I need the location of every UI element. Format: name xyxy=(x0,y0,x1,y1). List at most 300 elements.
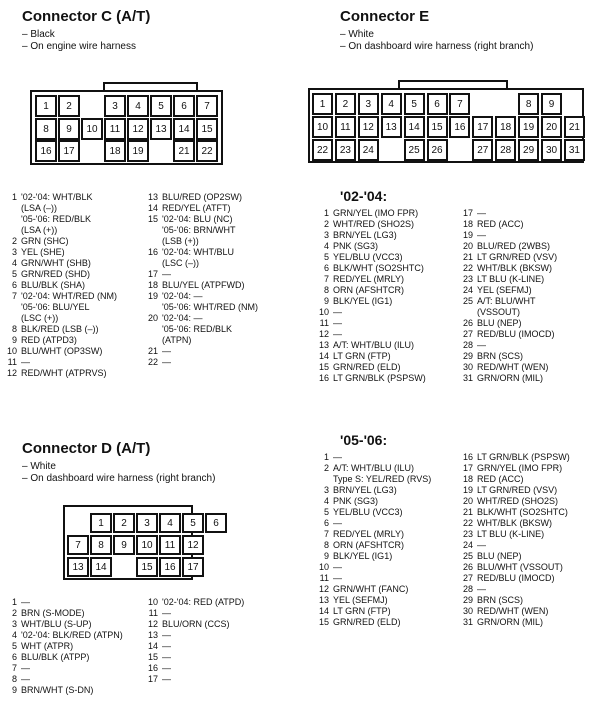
pin-list-item xyxy=(460,452,600,463)
pin-number: 26 xyxy=(462,562,473,572)
connector-outline xyxy=(30,90,223,92)
connector-pin: 13 xyxy=(67,557,89,577)
pin-wire-description: BRN/YEL (LG3) xyxy=(333,485,397,495)
connector-d-location: – On dashboard wire harness (right branch) xyxy=(22,473,216,484)
connector-pin: 8 xyxy=(518,93,539,115)
pin-list-item xyxy=(316,340,466,351)
pin-number: 12 xyxy=(6,368,17,378)
pin-list-item xyxy=(316,496,466,507)
pin-number: 1 xyxy=(11,597,17,607)
connector-pin: 9 xyxy=(113,535,135,555)
pin-wire-description: YEL/BLU (VCC3) xyxy=(333,507,403,517)
pin-number: 26 xyxy=(462,318,473,328)
pin-wire-description: BLU/BLK (ATPP) xyxy=(21,652,90,662)
connector-pin: 14 xyxy=(404,116,425,138)
pin-number: 25 xyxy=(462,296,473,306)
pin-list-item xyxy=(316,263,466,274)
pin-wire-description: — xyxy=(21,663,30,673)
connector-pin: 30 xyxy=(541,139,562,161)
pin-wire-description: — xyxy=(162,608,171,618)
pin-list-item xyxy=(460,340,600,351)
pin-list-item xyxy=(316,208,466,219)
connector-pin: 13 xyxy=(150,118,172,140)
connector-outline xyxy=(221,90,223,165)
pin-number: 16 xyxy=(318,373,329,383)
pin-wire-description: WHT/BLU (S-UP) xyxy=(21,619,92,629)
pin-number: 5 xyxy=(323,507,329,517)
pin-list-item xyxy=(460,274,600,285)
pin-wire-description: BRN (S-MODE) xyxy=(21,608,85,618)
connector-pin: 15 xyxy=(427,116,448,138)
pin-number: 30 xyxy=(462,606,473,616)
pin-wire-description: — xyxy=(162,269,171,279)
pin-list-item xyxy=(316,485,466,496)
pin-wire-description: BLU/RED (OP2SW) xyxy=(162,192,243,202)
connector-pin: 7 xyxy=(449,93,470,115)
pin-list-item xyxy=(4,280,144,291)
pin-wire-description: A/T: WHT/BLU (ILU) xyxy=(333,340,415,350)
pin-wire-description: ORN (AFSHTCR) xyxy=(333,540,404,550)
pin-wire-description: — xyxy=(333,307,342,317)
pin-number: 5 xyxy=(11,269,17,279)
connector-outline xyxy=(308,88,310,163)
pin-number: 15 xyxy=(318,617,329,627)
pin-list-item xyxy=(4,619,149,630)
pin-list-item xyxy=(460,351,600,362)
pin-wire-description: GRN/YEL (IMO FPR) xyxy=(333,208,419,218)
pin-list-item xyxy=(316,274,466,285)
connector-pin: 5 xyxy=(150,95,172,117)
pin-list-item xyxy=(460,496,600,507)
pin-number: 25 xyxy=(462,551,473,561)
pin-wire-description: RED/WHT (WEN) xyxy=(477,362,549,372)
connector-outline xyxy=(398,80,508,82)
connector-pin: 3 xyxy=(358,93,379,115)
pin-wire-description: — xyxy=(477,230,486,240)
connector-pin: 27 xyxy=(472,139,493,161)
connector-pin: 22 xyxy=(312,139,333,161)
pin-number: 19 xyxy=(147,291,158,301)
pin-wire-description: GRN/YEL (IMO FPR) xyxy=(477,463,563,473)
pin-wire-description: — xyxy=(333,329,342,339)
pin-list-item xyxy=(316,617,466,628)
pin-number: 18 xyxy=(147,280,158,290)
pin-wire-description: — xyxy=(162,346,171,356)
connector-pin: 19 xyxy=(518,116,539,138)
connector-pin: 17 xyxy=(472,116,493,138)
pin-list-item xyxy=(145,608,295,619)
pin-wire-description: RED/YEL (MRLY) xyxy=(333,274,405,284)
pin-list-item xyxy=(316,529,466,540)
pin-number: 16 xyxy=(147,663,158,673)
pin-list-item xyxy=(316,452,466,463)
pin-list-item xyxy=(316,463,466,485)
pin-list-item xyxy=(460,373,600,384)
connector-pin: 9 xyxy=(58,118,80,140)
pin-wire-description: GRN/ORN (MIL) xyxy=(477,373,543,383)
pin-list-item xyxy=(316,518,466,529)
pin-number: 17 xyxy=(147,674,158,684)
connector-c-color: – Black xyxy=(22,29,55,40)
pin-number: 2 xyxy=(323,463,329,473)
pin-number: 20 xyxy=(462,241,473,251)
pin-list-item xyxy=(145,313,295,346)
connector-pin: 11 xyxy=(104,118,126,140)
pin-number: 8 xyxy=(323,285,329,295)
pin-wire-description: WHT/BLK (BKSW) xyxy=(477,263,553,273)
pin-list-item xyxy=(4,346,144,357)
pin-number: 20 xyxy=(462,496,473,506)
connector-pin: 3 xyxy=(136,513,158,533)
pin-list-item xyxy=(316,573,466,584)
pin-number: 29 xyxy=(462,351,473,361)
pin-wire-description: BLU/BLK (SHA) xyxy=(21,280,86,290)
connector-pin: 10 xyxy=(312,116,333,138)
pin-list-item xyxy=(145,597,295,608)
pin-number: 13 xyxy=(318,595,329,605)
pin-list-item xyxy=(316,285,466,296)
pin-number: 7 xyxy=(11,663,17,673)
connector-pin: 4 xyxy=(127,95,149,117)
pin-number: 14 xyxy=(147,203,158,213)
connector-pin: 17 xyxy=(58,140,80,162)
connector-outline xyxy=(30,163,223,165)
connector-pin: 24 xyxy=(358,139,379,161)
pin-wire-description: — xyxy=(162,663,171,673)
pin-wire-description: BLU/WHT (OP3SW) xyxy=(21,346,103,356)
pin-wire-description: — xyxy=(477,584,486,594)
pin-list-item xyxy=(316,540,466,551)
pin-list-item xyxy=(460,296,600,318)
connector-c-pin-list-right xyxy=(145,192,295,368)
connector-e-02-04-list-left xyxy=(316,208,466,384)
connector-d-color: – White xyxy=(22,461,56,472)
pin-wire-description: YEL (SEFMJ) xyxy=(477,285,532,295)
pin-wire-description: LT GRN (FTP) xyxy=(333,351,391,361)
pin-number: 7 xyxy=(11,291,17,301)
pin-number: 20 xyxy=(147,313,158,323)
pin-list-item xyxy=(4,269,144,280)
pin-number: 4 xyxy=(11,630,17,640)
pin-number: 2 xyxy=(11,608,17,618)
pin-number: 16 xyxy=(462,452,473,462)
connector-pin: 11 xyxy=(335,116,356,138)
pin-number: 13 xyxy=(147,630,158,640)
pin-wire-description: RED/WHT (ATPRVS) xyxy=(21,368,107,378)
connector-outline xyxy=(196,82,198,92)
pin-wire-description: — xyxy=(21,674,30,684)
connector-pin: 5 xyxy=(404,93,425,115)
pin-wire-description: BLK/YEL (IG1) xyxy=(333,551,393,561)
pin-wire-description: LT BLU (K-LINE) xyxy=(477,529,545,539)
connector-outline xyxy=(103,82,105,92)
connector-outline xyxy=(63,505,65,580)
pin-list-item xyxy=(316,373,466,384)
pin-list-item xyxy=(460,208,600,219)
connector-pin: 28 xyxy=(495,139,516,161)
pin-wire-description: WHT (ATPR) xyxy=(21,641,74,651)
pin-wire-description: BLU/YEL (ATPFWD) xyxy=(162,280,245,290)
connector-pin: 29 xyxy=(518,139,539,161)
connector-pin: 22 xyxy=(196,140,218,162)
pin-wire-description: — xyxy=(162,630,171,640)
pin-wire-description: '02-'04: WHT/BLU (LSC (–)) xyxy=(162,247,234,268)
pin-list-item xyxy=(316,241,466,252)
pin-wire-description: YEL/BLU (VCC3) xyxy=(333,252,403,262)
pin-number: 11 xyxy=(319,318,329,328)
connector-pin: 9 xyxy=(541,93,562,115)
connector-pin: 7 xyxy=(67,535,89,555)
pin-list-item xyxy=(460,529,600,540)
pin-wire-description: LT GRN/BLK (PSPSW) xyxy=(477,452,570,462)
pin-wire-description: BLU (NEP) xyxy=(477,551,522,561)
connector-pin: 12 xyxy=(127,118,149,140)
connector-e-05-06-list-left xyxy=(316,452,466,628)
pin-list-item xyxy=(145,214,295,247)
pin-number: 3 xyxy=(11,619,17,629)
pin-wire-description: LT BLU (K-LINE) xyxy=(477,274,545,284)
pin-wire-description: RED/WHT (WEN) xyxy=(477,606,549,616)
pin-number: 9 xyxy=(323,296,329,306)
pin-list-item xyxy=(460,573,600,584)
connector-pin: 2 xyxy=(335,93,356,115)
pin-wire-description: — xyxy=(333,562,342,572)
pin-wire-description: '02-'04: — '05-'06: RED/BLK (ATPN) xyxy=(162,313,232,345)
pin-wire-description: GRN (SHC) xyxy=(21,236,69,246)
pin-list-item xyxy=(316,307,466,318)
pin-number: 14 xyxy=(318,606,329,616)
pin-number: 1 xyxy=(323,208,329,218)
connector-pin: 13 xyxy=(381,116,402,138)
pin-list-item xyxy=(4,630,149,641)
pin-wire-description: — xyxy=(21,357,30,367)
connector-d-pin-list-left xyxy=(4,597,149,696)
pin-number: 4 xyxy=(11,258,17,268)
pin-list-item xyxy=(460,230,600,241)
pin-list-item xyxy=(4,291,144,324)
pin-list-item xyxy=(4,685,149,696)
pin-number: 10 xyxy=(6,346,17,356)
pin-list-item xyxy=(145,630,295,641)
pin-wire-description: YEL (SHE) xyxy=(21,247,65,257)
pin-number: 9 xyxy=(11,685,17,695)
pin-list-item xyxy=(460,507,600,518)
connector-c-title: Connector C (A/T) xyxy=(22,8,151,25)
pin-list-item xyxy=(316,296,466,307)
pin-number: 14 xyxy=(318,351,329,361)
connector-pin: 15 xyxy=(196,118,218,140)
pin-number: 2 xyxy=(11,236,17,246)
pin-list-item xyxy=(460,485,600,496)
pin-number: 1 xyxy=(323,452,329,462)
pin-wire-description: — xyxy=(477,208,486,218)
pin-number: 15 xyxy=(147,652,158,662)
connector-pin: 19 xyxy=(127,140,149,162)
pin-wire-description: LT GRN/BLK (PSPSW) xyxy=(333,373,426,383)
connector-d-title: Connector D (A/T) xyxy=(22,440,151,457)
pin-wire-description: — xyxy=(333,452,342,462)
pin-wire-description: RED/YEL (ATFT) xyxy=(162,203,231,213)
pin-list-item xyxy=(4,597,149,608)
connector-outline xyxy=(398,80,400,90)
pin-wire-description: GRN/WHT (SHB) xyxy=(21,258,91,268)
pin-list-item xyxy=(460,474,600,485)
connector-pin: 4 xyxy=(159,513,181,533)
pin-number: 19 xyxy=(462,485,473,495)
connector-pin: 12 xyxy=(182,535,204,555)
pin-number: 11 xyxy=(148,608,158,618)
pin-list-item xyxy=(316,230,466,241)
pin-list-item xyxy=(460,463,600,474)
connector-pin: 14 xyxy=(173,118,195,140)
connector-pin: 16 xyxy=(35,140,57,162)
connector-e-title: Connector E xyxy=(340,8,430,25)
pin-wire-description: — xyxy=(162,674,171,684)
pin-list-item xyxy=(460,241,600,252)
pin-wire-description: PNK (SG3) xyxy=(333,241,379,251)
connector-outline xyxy=(63,505,193,507)
pin-number: 3 xyxy=(323,485,329,495)
pin-list-item xyxy=(460,329,600,340)
pin-number: 28 xyxy=(462,340,473,350)
pin-wire-description: WHT/RED (SHO2S) xyxy=(333,219,414,229)
pin-wire-description: WHT/BLK (BKSW) xyxy=(477,518,553,528)
pin-number: 21 xyxy=(462,507,473,517)
pin-wire-description: — xyxy=(477,340,486,350)
pin-number: 16 xyxy=(147,247,158,257)
pin-wire-description: '02-'04: WHT/RED (NM) '05-'06: BLU/YEL (LSC (+)) xyxy=(21,291,117,323)
connector-pin: 31 xyxy=(564,139,585,161)
connector-pin: 2 xyxy=(58,95,80,117)
connector-c-pin-list-left xyxy=(4,192,144,379)
pin-number: 24 xyxy=(462,285,473,295)
pin-list-item xyxy=(316,584,466,595)
pin-wire-description: — xyxy=(333,573,342,583)
year-heading-05-06: '05-'06: xyxy=(340,432,388,448)
pin-wire-description: — xyxy=(333,318,342,328)
pin-list-item xyxy=(4,247,144,258)
pin-wire-description: BLK/RED (LSB (–)) xyxy=(21,324,99,334)
pin-number: 9 xyxy=(11,335,17,345)
pin-list-item xyxy=(316,252,466,263)
pin-wire-description: PNK (SG3) xyxy=(333,496,379,506)
pin-number: 22 xyxy=(462,263,473,273)
pin-wire-description: — xyxy=(333,518,342,528)
pin-wire-description: BLU/RED (2WBS) xyxy=(477,241,551,251)
pin-wire-description: WHT/RED (SHO2S) xyxy=(477,496,558,506)
pin-list-item xyxy=(460,617,600,628)
pin-number: 6 xyxy=(323,518,329,528)
connector-pin: 1 xyxy=(35,95,57,117)
pin-list-item xyxy=(460,518,600,529)
pin-list-item xyxy=(460,362,600,373)
pin-wire-description: LT GRN/RED (VSV) xyxy=(477,252,558,262)
pin-list-item xyxy=(460,252,600,263)
pin-number: 27 xyxy=(462,329,473,339)
pin-wire-description: RED (ACC) xyxy=(477,219,524,229)
connector-pin: 15 xyxy=(136,557,158,577)
connector-e-02-04-list-right xyxy=(460,208,600,384)
pin-number: 9 xyxy=(323,551,329,561)
pin-number: 22 xyxy=(462,518,473,528)
pin-number: 3 xyxy=(11,247,17,257)
pin-wire-description: GRN/ORN (MIL) xyxy=(477,617,543,627)
pin-wire-description: '02-'04: BLK/RED (ATPN) xyxy=(21,630,123,640)
pin-wire-description: A/T: BLU/WHT (VSSOUT) xyxy=(477,296,536,317)
pin-number: 11 xyxy=(7,357,17,367)
connector-outline xyxy=(103,82,198,84)
pin-number: 31 xyxy=(462,373,473,383)
pin-number: 7 xyxy=(323,529,329,539)
connector-pin: 18 xyxy=(104,140,126,162)
pin-list-item xyxy=(316,606,466,617)
pin-list-item xyxy=(316,551,466,562)
pin-number: 21 xyxy=(462,252,473,262)
pin-number: 17 xyxy=(462,208,473,218)
pin-number: 13 xyxy=(147,192,158,202)
connector-c-location: – On engine wire harness xyxy=(22,41,136,52)
connector-pin: 7 xyxy=(196,95,218,117)
pin-number: 6 xyxy=(11,280,17,290)
pin-number: 14 xyxy=(147,641,158,651)
pin-list-item xyxy=(316,351,466,362)
pin-number: 30 xyxy=(462,362,473,372)
connector-pin: 6 xyxy=(427,93,448,115)
pin-number: 27 xyxy=(462,573,473,583)
connector-pin: 18 xyxy=(495,116,516,138)
pin-list-item xyxy=(460,551,600,562)
pin-wire-description: '02-'04: WHT/BLK (LSA (–)) '05-'06: RED/BLK (LSA (+)) xyxy=(21,192,93,235)
pin-list-item xyxy=(4,652,149,663)
pin-number: 12 xyxy=(318,584,329,594)
pin-list-item xyxy=(145,192,295,203)
pin-list-item xyxy=(316,595,466,606)
connector-pin: 25 xyxy=(404,139,425,161)
pin-list-item xyxy=(316,219,466,230)
pin-number: 18 xyxy=(462,219,473,229)
connector-pin: 20 xyxy=(541,116,562,138)
pin-number: 6 xyxy=(11,652,17,662)
pin-number: 28 xyxy=(462,584,473,594)
pin-wire-description: '02-'04: RED (ATPD) xyxy=(162,597,245,607)
connector-pin: 8 xyxy=(35,118,57,140)
pin-list-item xyxy=(460,263,600,274)
pin-wire-description: — xyxy=(162,357,171,367)
pin-number: 23 xyxy=(462,529,473,539)
pin-list-item xyxy=(145,641,295,652)
pin-number: 15 xyxy=(318,362,329,372)
connector-outline xyxy=(63,578,193,580)
pin-number: 1 xyxy=(11,192,17,202)
connector-e-color: – White xyxy=(340,29,374,40)
pin-list-item xyxy=(145,203,295,214)
connector-e-location: – On dashboard wire harness (right branch) xyxy=(340,41,534,52)
pin-list-item xyxy=(316,562,466,573)
pin-number: 17 xyxy=(462,463,473,473)
pin-wire-description: — xyxy=(162,652,171,662)
pin-list-item xyxy=(4,674,149,685)
pin-wire-description: RED/BLU (IMOCD) xyxy=(477,329,555,339)
pin-number: 8 xyxy=(11,674,17,684)
pin-wire-description: '02-'04: BLU (NC) '05-'06: BRN/WHT (LSB (+)) xyxy=(162,214,236,246)
connector-pin: 16 xyxy=(159,557,181,577)
pin-number: 21 xyxy=(147,346,158,356)
pin-list-item xyxy=(145,247,295,269)
connector-d-pin-list-right xyxy=(145,597,295,685)
pin-wire-description: GRN/RED (ELD) xyxy=(333,362,401,372)
pin-wire-description: — xyxy=(21,597,30,607)
pin-list-item xyxy=(145,269,295,280)
